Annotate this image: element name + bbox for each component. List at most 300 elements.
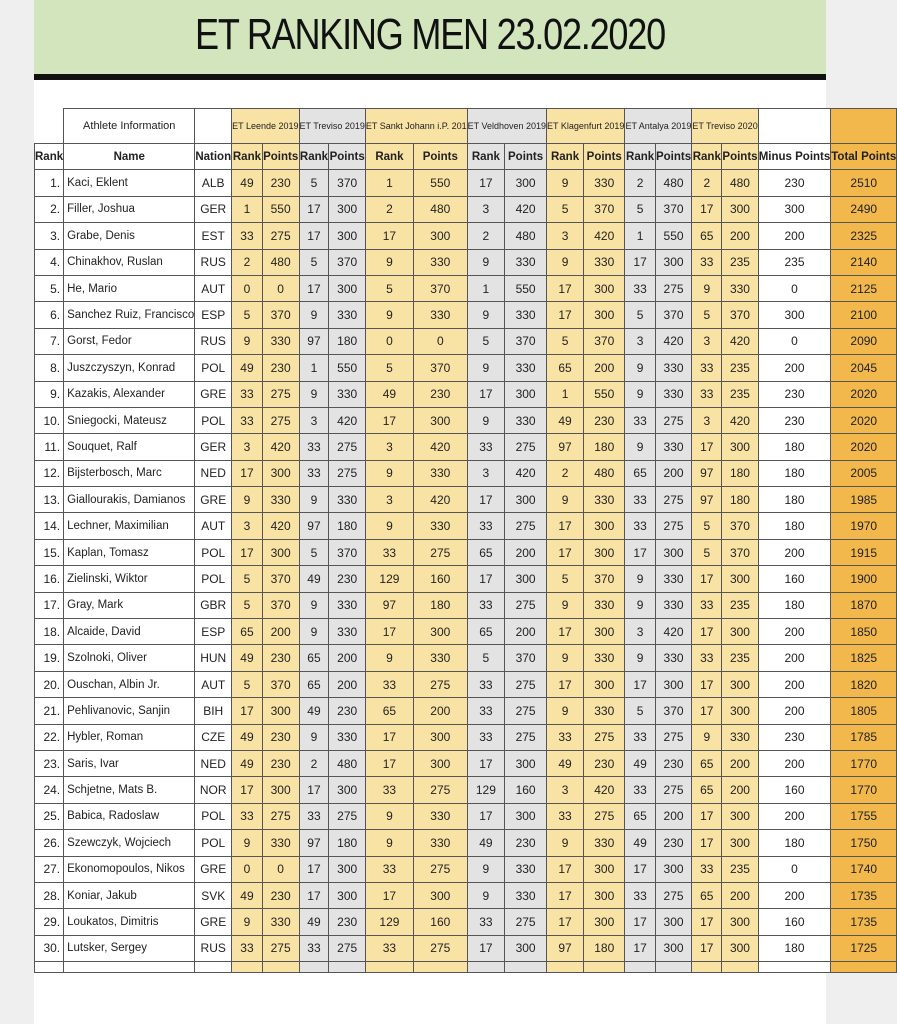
event-rank-cell: 5 — [365, 275, 413, 301]
event-rank-cell: 33 — [365, 856, 413, 882]
cutoff-cell — [655, 962, 692, 973]
nation-cell: RUS — [195, 328, 232, 354]
event-rank-cell: 33 — [467, 592, 504, 618]
event-header-treviso-2020: ET Treviso 2020 — [692, 109, 758, 144]
table-row — [35, 830, 897, 856]
event-rank-cell: 17 — [547, 671, 584, 697]
event-points-cell: 370 — [505, 328, 547, 354]
total-points-cell: 1870 — [831, 592, 897, 618]
total-points-cell: 1770 — [831, 777, 897, 803]
event-rank-cell: 1 — [299, 355, 329, 381]
minus-points-cell: 300 — [758, 196, 831, 222]
event-rank-cell: 33 — [232, 223, 263, 249]
event-rank-cell: 17 — [692, 830, 722, 856]
event-rank-cell: 3 — [467, 460, 504, 486]
event-points-cell: 300 — [584, 909, 625, 935]
event-points-cell: 370 — [584, 196, 625, 222]
event-rank-cell: 1 — [232, 196, 263, 222]
event-rank-cell: 33 — [547, 803, 584, 829]
minus-points-cell: 200 — [758, 882, 831, 908]
event-rank-cell: 33 — [625, 487, 655, 513]
athlete-name-cell: Giallourakis, Damianos — [64, 487, 195, 513]
event-rank-cell: 3 — [365, 487, 413, 513]
rank-cell: 22. — [35, 724, 64, 750]
table-row — [35, 223, 897, 249]
event-rank-cell: 2 — [547, 460, 584, 486]
event-rank-cell: 17 — [625, 935, 655, 961]
event-rank-cell: 129 — [467, 777, 504, 803]
cutoff-cell — [722, 962, 758, 973]
athlete-name-cell: Kaplan, Tomasz — [64, 539, 195, 565]
event-points-cell: 420 — [584, 777, 625, 803]
cutoff-cell — [195, 962, 232, 973]
rank-column-header: Rank — [35, 144, 64, 170]
event-rank-cell: 3 — [625, 619, 655, 645]
event-rank-cell: 17 — [692, 803, 722, 829]
event-points-header: Points — [262, 144, 299, 170]
event-points-cell: 330 — [413, 803, 467, 829]
rank-cell: 21. — [35, 698, 64, 724]
event-rank-cell: 5 — [692, 513, 722, 539]
event-rank-cell: 2 — [299, 750, 329, 776]
event-points-cell: 370 — [584, 566, 625, 592]
event-points-cell: 300 — [413, 750, 467, 776]
event-rank-cell: 5 — [299, 170, 329, 196]
event-points-cell: 230 — [584, 750, 625, 776]
nation-cell: POL — [195, 566, 232, 592]
event-rank-cell: 17 — [299, 196, 329, 222]
event-rank-cell: 33 — [692, 249, 722, 275]
event-points-cell: 300 — [413, 407, 467, 433]
event-points-cell: 370 — [329, 170, 365, 196]
event-points-cell: 330 — [329, 619, 365, 645]
event-rank-cell: 49 — [299, 566, 329, 592]
athlete-name-cell: Kazakis, Alexander — [64, 381, 195, 407]
event-points-cell: 420 — [584, 223, 625, 249]
event-rank-cell: 33 — [467, 513, 504, 539]
event-rank-header: Rank — [625, 144, 655, 170]
nation-cell: POL — [195, 539, 232, 565]
event-rank-cell: 33 — [467, 909, 504, 935]
event-points-cell: 230 — [655, 830, 692, 856]
table-row — [35, 249, 897, 275]
event-points-cell: 300 — [722, 566, 758, 592]
event-rank-cell: 49 — [625, 830, 655, 856]
event-rank-cell: 9 — [299, 487, 329, 513]
event-rank-cell: 65 — [625, 460, 655, 486]
athlete-name-cell: Lutsker, Sergey — [64, 935, 195, 961]
cutoff-cell — [467, 962, 504, 973]
event-points-cell: 300 — [505, 487, 547, 513]
event-rank-cell: 5 — [299, 539, 329, 565]
event-rank-cell: 49 — [232, 750, 263, 776]
event-points-cell: 300 — [413, 223, 467, 249]
event-points-cell: 370 — [722, 513, 758, 539]
minus-points-header: Minus Points — [758, 144, 831, 170]
event-points-cell: 550 — [655, 223, 692, 249]
minus-points-cell: 200 — [758, 698, 831, 724]
table-row — [35, 645, 897, 671]
event-points-cell: 330 — [329, 381, 365, 407]
event-points-cell: 330 — [413, 302, 467, 328]
event-rank-cell: 33 — [365, 935, 413, 961]
event-points-cell: 230 — [262, 724, 299, 750]
nation-cell: POL — [195, 830, 232, 856]
event-rank-header: Rank — [467, 144, 504, 170]
minus-points-cell: 0 — [758, 328, 831, 354]
event-rank-cell: 17 — [365, 750, 413, 776]
event-points-cell: 235 — [722, 856, 758, 882]
event-rank-cell: 65 — [625, 803, 655, 829]
event-points-cell: 300 — [655, 539, 692, 565]
event-header-antalya-2019: ET Antalya 2019 — [625, 109, 692, 144]
minus-spacer-header — [758, 109, 831, 144]
event-points-cell: 370 — [655, 698, 692, 724]
event-points-cell: 230 — [262, 645, 299, 671]
event-points-cell: 275 — [329, 460, 365, 486]
total-points-cell: 1805 — [831, 698, 897, 724]
athlete-name-cell: Koniar, Jakub — [64, 882, 195, 908]
event-points-cell: 370 — [329, 249, 365, 275]
event-points-cell: 0 — [262, 856, 299, 882]
blank-corner — [35, 109, 64, 144]
event-points-cell: 300 — [584, 671, 625, 697]
cutoff-cell — [505, 962, 547, 973]
event-points-cell: 180 — [584, 434, 625, 460]
event-points-cell: 300 — [722, 909, 758, 935]
event-points-cell: 420 — [413, 487, 467, 513]
athlete-name-cell: Szewczyk, Wojciech — [64, 830, 195, 856]
event-rank-cell: 65 — [692, 750, 722, 776]
event-points-cell: 300 — [584, 882, 625, 908]
event-rank-cell: 65 — [467, 619, 504, 645]
event-rank-cell: 5 — [467, 328, 504, 354]
event-rank-cell: 33 — [692, 592, 722, 618]
event-points-cell: 370 — [262, 302, 299, 328]
ranking-table — [34, 108, 897, 973]
name-column-header: Name — [64, 144, 195, 170]
rank-cell: 16. — [35, 566, 64, 592]
event-points-cell: 200 — [329, 645, 365, 671]
minus-points-cell: 235 — [758, 249, 831, 275]
event-points-cell: 420 — [262, 513, 299, 539]
event-points-cell: 300 — [329, 196, 365, 222]
event-points-cell: 330 — [505, 249, 547, 275]
event-rank-cell: 49 — [547, 750, 584, 776]
event-rank-cell: 97 — [692, 460, 722, 486]
event-rank-cell: 33 — [625, 275, 655, 301]
page-title: ET RANKING MEN 23.02.2020 — [195, 10, 665, 59]
nation-cell: EST — [195, 223, 232, 249]
event-rank-cell: 97 — [365, 592, 413, 618]
rank-cell: 28. — [35, 882, 64, 908]
event-points-cell: 300 — [655, 909, 692, 935]
event-rank-cell: 9 — [625, 566, 655, 592]
nation-cell: NOR — [195, 777, 232, 803]
total-points-cell: 2020 — [831, 434, 897, 460]
event-points-cell: 180 — [329, 830, 365, 856]
event-rank-cell: 9 — [547, 249, 584, 275]
event-rank-cell: 49 — [232, 170, 263, 196]
event-points-cell: 300 — [329, 856, 365, 882]
rank-cell: 9. — [35, 381, 64, 407]
event-points-cell: 300 — [505, 566, 547, 592]
event-points-cell: 330 — [262, 830, 299, 856]
event-rank-cell: 17 — [365, 223, 413, 249]
event-points-header: Points — [584, 144, 625, 170]
event-points-cell: 275 — [329, 434, 365, 460]
event-rank-cell: 17 — [299, 856, 329, 882]
rank-cell: 27. — [35, 856, 64, 882]
event-rank-cell: 9 — [547, 170, 584, 196]
event-points-cell: 330 — [329, 302, 365, 328]
event-points-cell: 300 — [584, 275, 625, 301]
event-points-cell: 300 — [655, 249, 692, 275]
event-points-cell: 275 — [505, 434, 547, 460]
total-points-cell: 1755 — [831, 803, 897, 829]
event-points-cell: 370 — [329, 539, 365, 565]
event-points-cell: 300 — [722, 803, 758, 829]
event-rank-cell: 33 — [467, 434, 504, 460]
nation-column-header: Nation — [195, 144, 232, 170]
nation-cell: RUS — [195, 935, 232, 961]
event-points-cell: 235 — [722, 249, 758, 275]
event-points-cell: 330 — [722, 275, 758, 301]
table-row — [35, 566, 897, 592]
nation-cell: AUT — [195, 671, 232, 697]
event-points-cell: 370 — [655, 196, 692, 222]
event-rank-cell: 17 — [625, 249, 655, 275]
event-points-cell: 330 — [262, 909, 299, 935]
total-points-cell: 1825 — [831, 645, 897, 671]
event-rank-cell: 33 — [365, 777, 413, 803]
event-rank-cell: 49 — [232, 724, 263, 750]
nation-cell: RUS — [195, 249, 232, 275]
event-points-cell: 235 — [722, 355, 758, 381]
event-rank-cell: 129 — [365, 909, 413, 935]
event-rank-cell: 33 — [625, 882, 655, 908]
cutoff-cell — [413, 962, 467, 973]
table-row-cutoff — [35, 962, 897, 973]
event-rank-cell: 33 — [692, 355, 722, 381]
event-rank-cell: 17 — [625, 856, 655, 882]
total-points-cell: 1750 — [831, 830, 897, 856]
event-rank-cell: 0 — [365, 328, 413, 354]
event-points-cell: 330 — [655, 645, 692, 671]
athlete-name-cell: Loukatos, Dimitris — [64, 909, 195, 935]
event-points-cell: 275 — [413, 671, 467, 697]
event-points-cell: 370 — [655, 302, 692, 328]
event-points-cell: 420 — [262, 434, 299, 460]
event-rank-cell: 17 — [692, 909, 722, 935]
total-points-cell: 1740 — [831, 856, 897, 882]
event-points-cell: 550 — [505, 275, 547, 301]
total-points-cell: 2005 — [831, 460, 897, 486]
event-rank-cell: 33 — [365, 539, 413, 565]
athlete-name-cell: Kaci, Eklent — [64, 170, 195, 196]
event-rank-cell: 5 — [467, 645, 504, 671]
rank-cell: 13. — [35, 487, 64, 513]
minus-points-cell: 300 — [758, 302, 831, 328]
event-rank-cell: 97 — [299, 328, 329, 354]
minus-points-cell: 180 — [758, 487, 831, 513]
total-points-cell: 1785 — [831, 724, 897, 750]
event-rank-cell: 9 — [232, 328, 263, 354]
minus-points-cell: 0 — [758, 275, 831, 301]
event-rank-cell: 9 — [299, 724, 329, 750]
nation-cell: CZE — [195, 724, 232, 750]
event-rank-cell: 17 — [467, 170, 504, 196]
table-row — [35, 698, 897, 724]
event-points-header: Points — [413, 144, 467, 170]
minus-points-cell: 180 — [758, 434, 831, 460]
table-row — [35, 302, 897, 328]
event-points-cell: 480 — [505, 223, 547, 249]
table-row — [35, 750, 897, 776]
event-points-cell: 180 — [584, 935, 625, 961]
event-points-cell: 370 — [413, 355, 467, 381]
total-points-cell: 1735 — [831, 882, 897, 908]
event-points-cell: 275 — [505, 909, 547, 935]
athlete-name-cell: Alcaide, David — [64, 619, 195, 645]
rank-cell: 7. — [35, 328, 64, 354]
event-points-cell: 275 — [505, 724, 547, 750]
rank-cell: 25. — [35, 803, 64, 829]
event-points-cell: 230 — [262, 355, 299, 381]
event-points-cell: 370 — [413, 275, 467, 301]
event-rank-cell: 17 — [365, 724, 413, 750]
cutoff-cell — [547, 962, 584, 973]
total-points-cell: 2090 — [831, 328, 897, 354]
total-points-cell: 2020 — [831, 381, 897, 407]
event-points-cell: 230 — [584, 407, 625, 433]
event-rank-cell: 17 — [467, 487, 504, 513]
total-points-cell: 1985 — [831, 487, 897, 513]
rank-cell: 19. — [35, 645, 64, 671]
table-row — [35, 909, 897, 935]
event-rank-cell: 17 — [232, 539, 263, 565]
event-points-cell: 300 — [722, 830, 758, 856]
event-rank-cell: 17 — [365, 882, 413, 908]
rank-cell: 6. — [35, 302, 64, 328]
event-rank-cell: 9 — [232, 830, 263, 856]
event-points-cell: 230 — [329, 909, 365, 935]
event-rank-cell: 17 — [625, 671, 655, 697]
total-points-cell: 1735 — [831, 909, 897, 935]
event-rank-cell: 33 — [467, 698, 504, 724]
event-points-cell: 200 — [413, 698, 467, 724]
event-points-cell: 275 — [655, 407, 692, 433]
event-rank-cell: 17 — [547, 275, 584, 301]
rank-cell: 3. — [35, 223, 64, 249]
event-rank-cell: 33 — [299, 460, 329, 486]
total-points-cell: 1850 — [831, 619, 897, 645]
event-points-cell: 275 — [655, 777, 692, 803]
event-rank-cell: 0 — [232, 856, 263, 882]
table-row — [35, 407, 897, 433]
nation-cell: ESP — [195, 302, 232, 328]
event-rank-cell: 17 — [547, 909, 584, 935]
athlete-info-header: Athlete Information — [64, 109, 195, 144]
event-points-cell: 300 — [655, 671, 692, 697]
event-points-cell: 300 — [329, 223, 365, 249]
event-points-cell: 300 — [505, 170, 547, 196]
event-rank-cell: 33 — [692, 381, 722, 407]
event-points-cell: 180 — [329, 513, 365, 539]
event-rank-cell: 5 — [692, 302, 722, 328]
event-points-cell: 275 — [584, 724, 625, 750]
event-rank-cell: 17 — [365, 407, 413, 433]
event-points-cell: 420 — [505, 196, 547, 222]
event-rank-cell: 17 — [547, 302, 584, 328]
athlete-name-cell: Souquet, Ralf — [64, 434, 195, 460]
minus-points-cell: 200 — [758, 539, 831, 565]
minus-points-cell: 160 — [758, 777, 831, 803]
event-points-cell: 300 — [329, 275, 365, 301]
event-points-cell: 230 — [262, 882, 299, 908]
event-rank-cell: 5 — [625, 698, 655, 724]
nation-cell: POL — [195, 803, 232, 829]
cutoff-cell — [299, 962, 329, 973]
event-points-cell: 200 — [722, 882, 758, 908]
cutoff-cell — [692, 962, 722, 973]
event-rank-cell: 33 — [232, 803, 263, 829]
event-points-cell: 330 — [413, 460, 467, 486]
event-rank-cell: 17 — [547, 856, 584, 882]
event-rank-cell: 17 — [547, 513, 584, 539]
event-rank-cell: 9 — [625, 434, 655, 460]
total-points-cell: 1915 — [831, 539, 897, 565]
event-points-cell: 300 — [584, 302, 625, 328]
event-rank-cell: 17 — [692, 935, 722, 961]
event-points-cell: 200 — [722, 223, 758, 249]
event-rank-cell: 17 — [232, 460, 263, 486]
event-header-leende-2019: ET Leende 2019 — [232, 109, 299, 144]
event-points-cell: 275 — [655, 882, 692, 908]
minus-points-cell: 200 — [758, 645, 831, 671]
cutoff-cell — [262, 962, 299, 973]
event-rank-cell: 65 — [547, 355, 584, 381]
event-points-cell: 200 — [584, 355, 625, 381]
total-points-cell: 1970 — [831, 513, 897, 539]
event-rank-cell: 9 — [467, 407, 504, 433]
event-rank-cell: 49 — [467, 830, 504, 856]
athlete-name-cell: Lechner, Maximilian — [64, 513, 195, 539]
table-row — [35, 355, 897, 381]
event-points-cell: 275 — [505, 671, 547, 697]
total-spacer-header — [831, 109, 897, 144]
minus-points-cell: 160 — [758, 566, 831, 592]
event-points-cell: 275 — [329, 803, 365, 829]
event-points-cell: 300 — [722, 671, 758, 697]
event-rank-cell: 1 — [625, 223, 655, 249]
athlete-name-cell: Sanchez Ruiz, Francisco — [64, 302, 195, 328]
rank-cell: 5. — [35, 275, 64, 301]
event-points-cell: 420 — [329, 407, 365, 433]
event-rank-cell: 33 — [692, 645, 722, 671]
event-rank-cell: 65 — [692, 882, 722, 908]
event-rank-cell: 17 — [467, 381, 504, 407]
event-rank-cell: 65 — [692, 223, 722, 249]
event-rank-cell: 3 — [467, 196, 504, 222]
event-points-cell: 275 — [655, 724, 692, 750]
event-rank-cell: 9 — [467, 302, 504, 328]
event-rank-cell: 49 — [232, 645, 263, 671]
event-rank-cell: 33 — [625, 724, 655, 750]
event-points-cell: 200 — [722, 750, 758, 776]
event-points-cell: 300 — [505, 935, 547, 961]
event-rank-cell: 129 — [365, 566, 413, 592]
